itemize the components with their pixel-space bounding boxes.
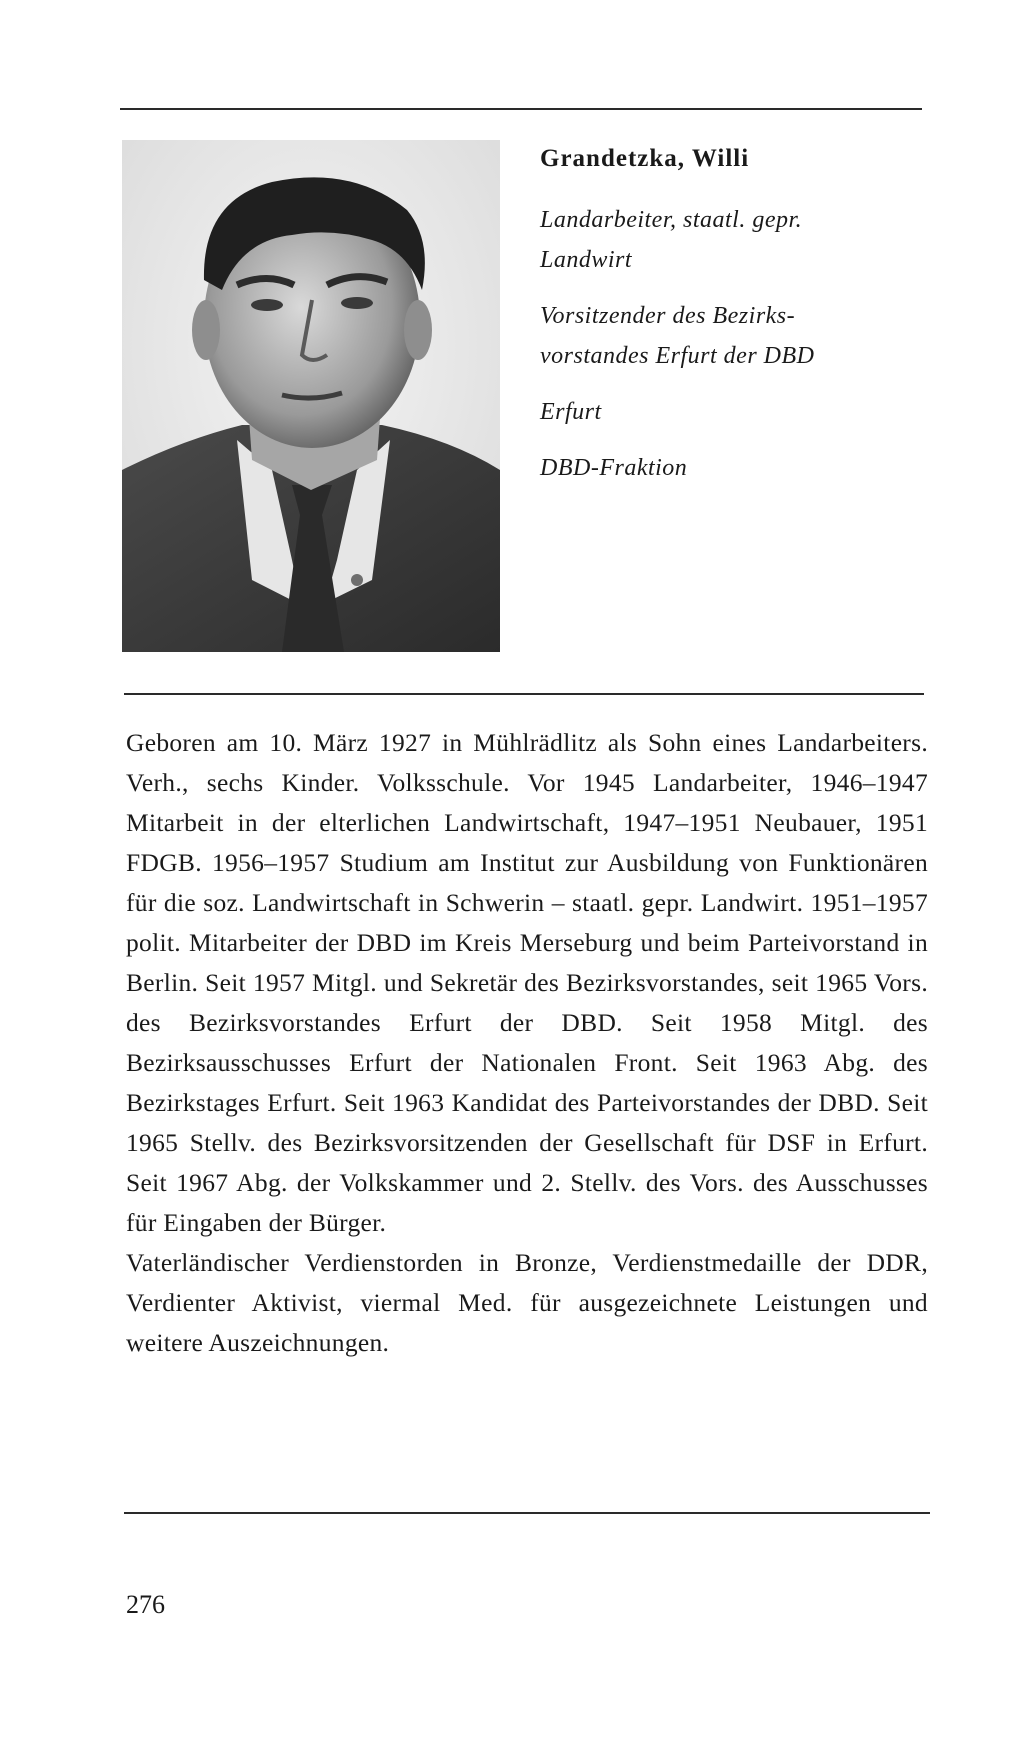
profession-line-2: Landwirt (540, 247, 633, 273)
constituency: Erfurt (540, 399, 602, 425)
entry-header (540, 140, 900, 504)
biography-paragraph: Geboren am 10. März 1927 in Mühlrädlitz als Sohn eines Landarbeiters. Verh., sechs Kinder. Volksschule. Vor 1945 Landarbeiter, 1946–1947 Mitarbeit in der elterlichen Landwirtschaft, 1947–1951 Neubauer, 1951 FDGB. 1956–1957 Studium am Institut zur Ausbildung von Funktionären für die soz. Landwirtschaft in Schwerin – staatl. gepr. Landwirt. 1951–1957 polit. Mitarbeiter der DBD im Kreis Merseburg und beim Parteivorstand in Berlin. Seit 1957 Mitgl. und Sekretär des Bezirksvorstandes, seit 1965 Vors. des Bezirksvorstandes Erfurt der DBD. Seit 1958 Mitgl. des Bezirksausschusses Erfurt der Nationalen Front. Seit 1963 Abg. des Bezirkstages Erfurt. Seit 1963 Kandidat des Parteivorstandes der DBD. Seit 1965 Stellv. des Bezirksvorsitzenden der Gesellschaft für DSF in Erfurt. Seit 1967 Abg. der Volkskammer und 2. Stellv. des Vors. des Ausschusses für Eingaben der Bürger. (126, 728, 928, 1237)
middle-rule (124, 693, 924, 695)
awards-paragraph: Vaterländischer Verdienstorden in Bronze, Verdienstmedaille der DDR, Verdienter Aktivist, viermal Med. für ausgezeichnete Leistungen und weitere Auszeichnungen. (126, 1248, 928, 1357)
position-block (540, 296, 900, 376)
biography (126, 723, 928, 1363)
profession-line-1: Landarbeiter, staatl. gepr. (540, 207, 803, 233)
profession-block (540, 200, 900, 280)
faction-block (540, 448, 900, 488)
constituency-block (540, 392, 900, 432)
person-name: Grandetzka, Willi (540, 145, 750, 172)
faction: DBD-Fraktion (540, 455, 688, 481)
page-number: 276 (126, 1590, 165, 1619)
portrait-photo (122, 140, 500, 652)
top-rule (120, 108, 922, 110)
bottom-rule (124, 1512, 930, 1514)
position-line-1: Vorsitzender des Bezirks- (540, 303, 796, 329)
position-line-2: vorstandes Erfurt der DBD (540, 343, 815, 369)
